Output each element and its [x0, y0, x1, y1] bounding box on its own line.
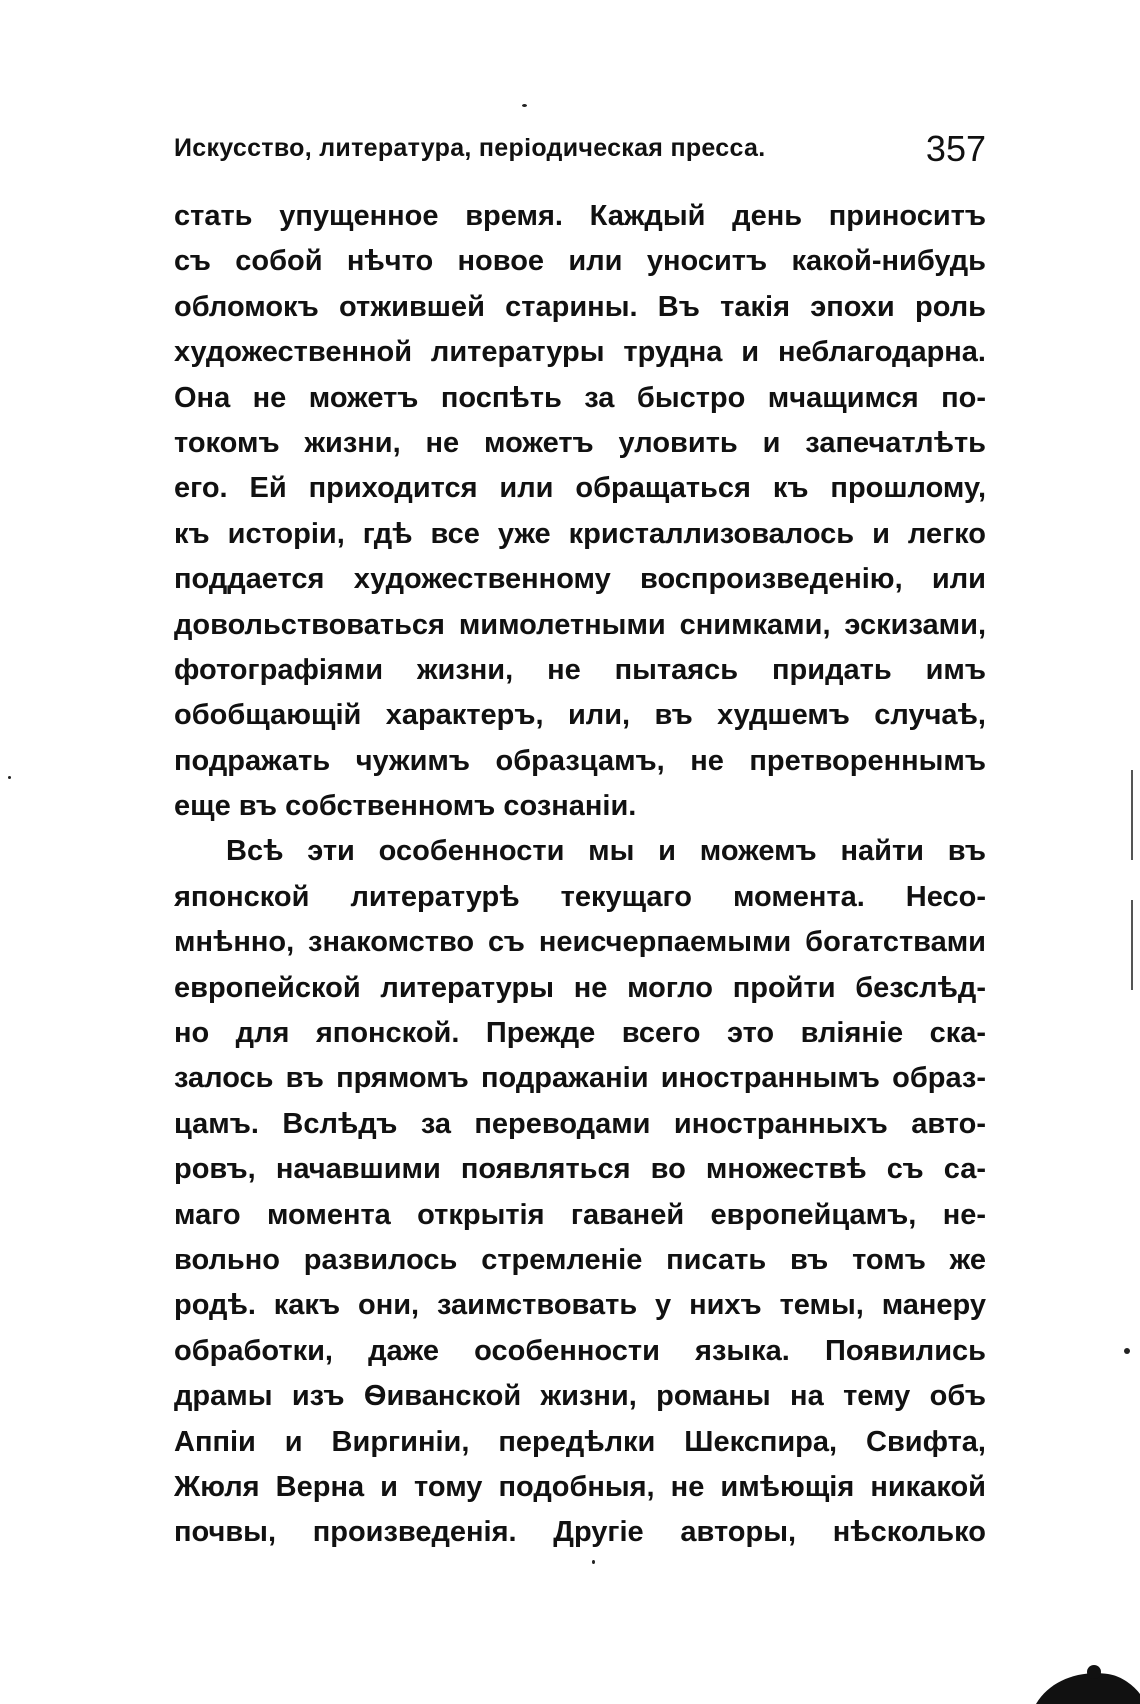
text-line: стать упущенное время. Каждый день приноситъ — [174, 200, 986, 232]
text-line: художественной литературы трудна и неблагодарна. — [174, 336, 986, 369]
text-line: Аппіи и Виргиніи, передѣлки Шекспира, Свифта, — [174, 1425, 986, 1458]
text-line: съ собой нѣчто новое или уноситъ какой-нибудь — [174, 245, 986, 278]
text-line: родѣ. какъ они, заимствовать у нихъ темы, манеру — [174, 1289, 986, 1322]
running-title: Искусство, литература, періодическая пресса. — [174, 134, 766, 162]
text-line: мнѣнно, знакомство съ неисчерпаемыми богатствами — [174, 926, 986, 959]
scan-edge-mark — [1131, 770, 1133, 860]
text-line: обработки, даже особенности языка. Появились — [174, 1334, 986, 1367]
scan-speck — [522, 104, 527, 107]
text-line: драмы изъ Ѳиванской жизни, романы на тему объ — [174, 1380, 986, 1413]
scan-corner-blob — [1030, 1660, 1140, 1704]
body-text — [174, 194, 986, 1556]
text-line: но для японской. Прежде всего это вліяніе ска- — [174, 1017, 986, 1050]
text-line: обломокъ отжившей старины. Въ такія эпохи роль — [174, 290, 986, 323]
text-line: его. Ей приходится или обращаться къ прошлому, — [174, 472, 986, 505]
text-line: Жюля Верна и тому подобныя, не имѣющія никакой — [174, 1470, 986, 1503]
text-line: обобщающій характеръ, или, въ худшемъ случаѣ, — [174, 699, 986, 732]
text-line: фотографіями жизни, не пытаясь придать имъ — [174, 653, 986, 686]
text-line: цамъ. Вслѣдъ за переводами иностранныхъ авто- — [174, 1107, 986, 1140]
scan-edge-mark — [1131, 900, 1133, 990]
scan-speck — [1124, 1348, 1130, 1354]
text-line: еще въ собственномъ сознаніи. — [174, 790, 637, 823]
text-line: подражать чужимъ образцамъ, не претвореннымъ — [174, 744, 986, 777]
page-header — [174, 128, 986, 172]
text-line: къ исторіи, гдѣ все уже кристаллизовалось и легко — [174, 517, 986, 550]
text-line: Она не можетъ поспѣть за быстро мчащимся по- — [174, 381, 986, 414]
text-line: довольствоваться мимолетными снимками, эскизами, — [174, 608, 986, 641]
scan-speck — [8, 776, 11, 779]
text-line: ровъ, начавшими появляться во множествѣ съ са- — [174, 1153, 986, 1186]
page-number: 357 — [925, 128, 986, 169]
scan-speck — [592, 1560, 595, 1564]
text-line: залось въ прямомъ подражаніи иностраннымъ образ- — [174, 1062, 986, 1095]
text-line: поддается художественному воспроизведенію, или — [174, 563, 986, 596]
text-line: Всѣ эти особенности мы и можемъ найти въ — [226, 835, 986, 868]
text-line: японской литературѣ текущаго момента. Несо- — [174, 880, 986, 913]
text-line: токомъ жизни, не можетъ уловить и запечатлѣть — [174, 426, 986, 459]
text-line: европейской литературы не могло пройти безслѣд- — [174, 971, 986, 1004]
text-line: почвы, произведенія. Другіе авторы, нѣсколько — [174, 1516, 986, 1549]
text-line: маго момента открытія гаваней европейцамъ, не- — [174, 1198, 986, 1231]
text-line: вольно развилось стремленіе писать въ томъ же — [174, 1243, 986, 1276]
